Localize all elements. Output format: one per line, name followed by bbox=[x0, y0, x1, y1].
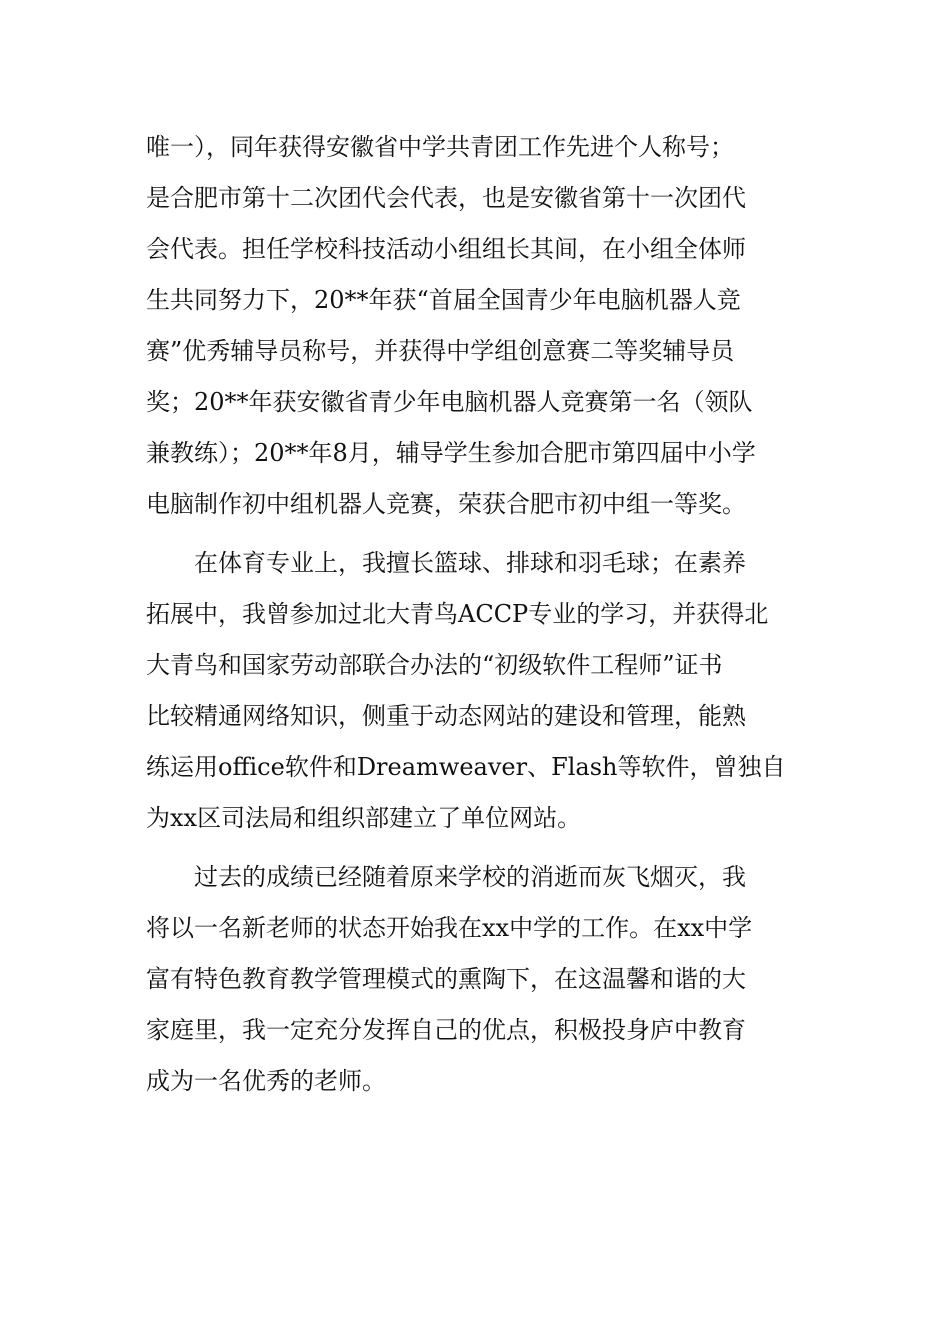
text-line: 富有特色教育教学管理模式的熏陶下，在这温馨和谐的大 bbox=[146, 965, 746, 993]
text-line: 家庭里，我一定充分发挥自己的优点，积极投身庐中教育 bbox=[146, 1016, 746, 1044]
text-line: 拓展中，我曾参加过北大青鸟ACCP专业的学习，并获得北 bbox=[146, 600, 769, 628]
body-text bbox=[146, 122, 806, 1107]
text-line: 生共同努力下，20**年获“首届全国青少年电脑机器人竞 bbox=[146, 286, 741, 314]
text-line: 练运用office软件和Dreamweaver、Flash等软件，曾独自 bbox=[146, 753, 786, 781]
text-line: 大青鸟和国家劳动部联合办法的“初级软件工程师”证书 bbox=[146, 651, 723, 679]
text-line: 比较精通网络知识，侧重于动态网站的建设和管理，能熟 bbox=[146, 702, 746, 730]
paragraph-spacer bbox=[146, 844, 806, 852]
paragraph-1 bbox=[146, 122, 806, 530]
text-line: 过去的成绩已经随着原来学校的消逝而灰飞烟灭，我 bbox=[146, 863, 746, 891]
text-line: 赛”优秀辅导员称号，并获得中学组创意赛二等奖辅导员 bbox=[146, 337, 735, 365]
text-line: 为xx区司法局和组织部建立了单位网站。 bbox=[146, 804, 582, 832]
text-line: 兼教练）；20**年8月，辅导学生参加合肥市第四届中小学 bbox=[146, 439, 756, 467]
text-line: 唯一），同年获得安徽省中学共青团工作先进个人称号； bbox=[146, 133, 734, 161]
text-line: 是合肥市第十二次团代会代表，也是安徽省第十一次团代 bbox=[146, 184, 746, 212]
text-line: 在体育专业上，我擅长篮球、排球和羽毛球；在素养 bbox=[146, 549, 746, 577]
text-line: 电脑制作初中组机器人竞赛，荣获合肥市初中组一等奖。 bbox=[146, 490, 746, 518]
text-line: 将以一名新老师的状态开始我在xx中学的工作。在xx中学 bbox=[146, 914, 753, 942]
paragraph-spacer bbox=[146, 530, 806, 538]
text-line: 奖；20**年获安徽省青少年电脑机器人竞赛第一名（领队 bbox=[146, 388, 753, 416]
paragraph-3 bbox=[146, 852, 806, 1107]
text-line: 成为一名优秀的老师。 bbox=[146, 1067, 386, 1095]
text-line: 会代表。担任学校科技活动小组组长其间，在小组全体师 bbox=[146, 235, 746, 263]
paragraph-2 bbox=[146, 538, 806, 844]
